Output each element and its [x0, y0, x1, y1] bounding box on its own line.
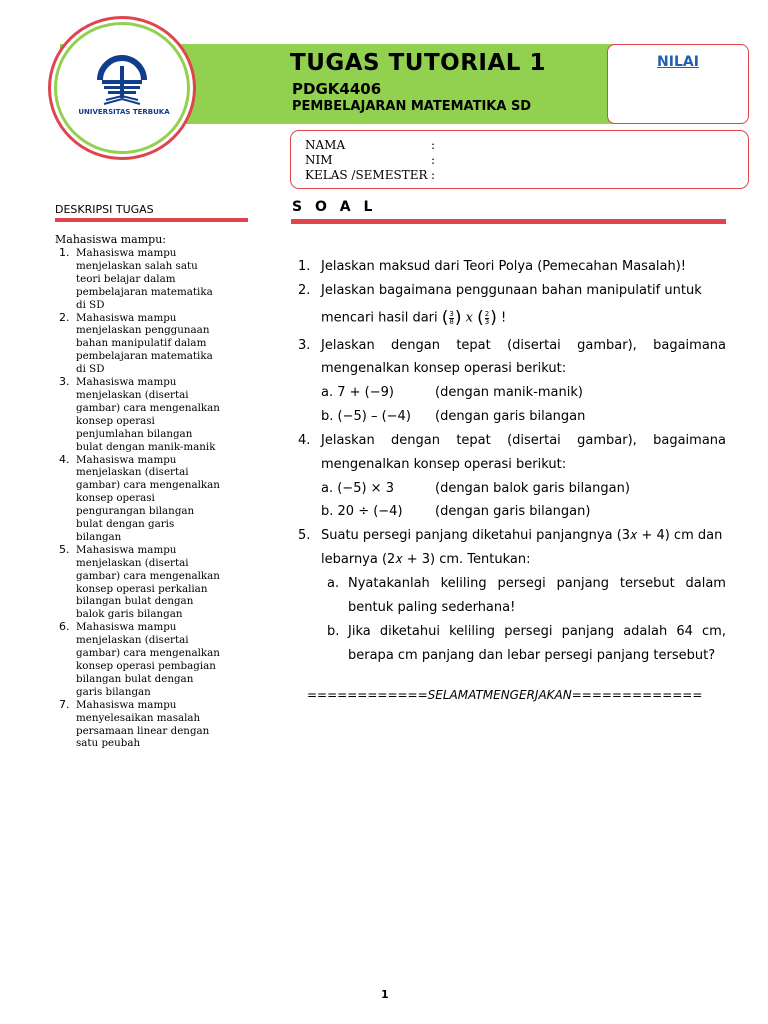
task-description-item-line: bulat dengan garis [76, 518, 175, 531]
class-semester-label: KELAS /SEMESTER [305, 168, 428, 182]
word: tersebut [619, 576, 675, 591]
question-2-suffix: ! [501, 310, 507, 326]
word: Jika [348, 624, 371, 639]
task-description-item-line: menjelaskan (disertai [76, 634, 189, 647]
question-3-number: 3. [298, 338, 311, 353]
task-description-item-number: 4. [59, 452, 70, 466]
task-description-item-line: di SD [76, 298, 105, 311]
task-description-item-line: gambar) cara mengenalkan [76, 569, 220, 582]
task-description-item-number: 7. [59, 697, 70, 711]
word: tepat [456, 433, 491, 448]
word: bagaimana [653, 338, 726, 353]
task-description-item-line: balok garis bilangan [76, 608, 183, 621]
task-description-item-line: konsep operasi perkalian [76, 582, 208, 595]
question-5-a-label: a. [327, 576, 340, 591]
task-description-item-line: gambar) cara mengenalkan [76, 401, 220, 414]
task-description-item-line: gambar) cara mengenalkan [76, 647, 220, 660]
task-description-item-line: menjelaskan (disertai [76, 466, 189, 479]
question-3-b-note: (dengan garis bilangan [435, 409, 586, 424]
task-description-item-line: konsep operasi [76, 414, 155, 427]
page-number: 1 [381, 988, 389, 1001]
word: persegi [497, 576, 546, 591]
task-description-item-number: 3. [59, 375, 70, 389]
word: gambar), [577, 433, 637, 448]
word: gambar), [577, 338, 637, 353]
question-3-a-note: (dengan manik-manik) [435, 385, 583, 400]
task-description-item-line: pengurangan bilangan [76, 505, 195, 518]
task-description-item-number: 2. [59, 310, 70, 324]
word: dengan [391, 433, 440, 448]
closing-line: ============SELAMATMENGERJAKAN============= [307, 688, 703, 702]
nilai-box [607, 44, 749, 124]
question-2-prefix: mencari hasil dari [321, 310, 438, 326]
task-description-item [55, 454, 255, 544]
task-description-item-line: menjelaskan (disertai [76, 388, 189, 401]
task-description-item-line: menjelaskan (disertai [76, 556, 189, 569]
name-label: NAMA [305, 138, 346, 152]
class-semester-colon: : [431, 168, 436, 182]
task-description-item [55, 621, 255, 698]
soal-divider [291, 219, 726, 224]
question-3-line-2: mengenalkan konsep operasi berikut: [321, 361, 567, 376]
task-description-list [55, 247, 255, 750]
task-description-item-line: pembelajaran matematika [76, 350, 213, 363]
word: diketahui [379, 624, 440, 639]
task-description-item-line: persamaan linear dengan [76, 724, 210, 737]
question-4-a-note: (dengan balok garis bilangan) [435, 481, 630, 496]
word: dalam [685, 576, 726, 591]
task-description-item-line: Mahasiswa mampu [76, 453, 177, 466]
question-5-number: 5. [298, 528, 311, 543]
university-logo-icon [90, 54, 154, 106]
course-name: PEMBELAJARAN MATEMATIKA SD [292, 99, 532, 114]
fraction-3-8: $\frac{3}{8}$ [449, 309, 454, 326]
task-description-item-line: di SD [76, 363, 105, 376]
task-description-item-line: menjelaskan salah satu [76, 259, 198, 272]
question-4-line-2: mengenalkan konsep operasi berikut: [321, 457, 567, 472]
word: Jelaskan [321, 433, 375, 448]
task-description-item-line: bahan manipulatif dalam [76, 337, 207, 350]
task-description-item-line: Mahasiswa mampu [76, 543, 177, 556]
word: keliling [440, 576, 487, 591]
sidebar-divider [55, 218, 248, 222]
question-4-line-1 [321, 433, 726, 449]
task-description-item-line: konsep operasi [76, 492, 155, 505]
task-description-item-line: Mahasiswa mampu [76, 698, 177, 711]
task-description-item-line: garis bilangan [76, 685, 151, 698]
question-4-a-expression: a. (−5) × 3 [321, 481, 394, 496]
word: panjang [561, 624, 615, 639]
word: adalah [623, 624, 668, 639]
word: bagaimana [653, 433, 726, 448]
word: keliling [449, 624, 496, 639]
question-5-b-line-2: berapa cm panjang dan lebar persegi panjang tersebut? [348, 648, 716, 663]
word: (disertai [507, 338, 561, 353]
task-description-item-line: gambar) cara mengenalkan [76, 479, 220, 492]
page-title: TUGAS TUTORIAL 1 [290, 50, 546, 76]
question-1-number: 1. [298, 259, 311, 274]
times-symbol: x [465, 310, 473, 326]
word: tepat [456, 338, 491, 353]
task-description-item-line: Mahasiswa mampu [76, 311, 177, 324]
identity-box [290, 130, 749, 189]
task-description-heading: DESKRIPSI TUGAS [55, 203, 154, 216]
nim-colon: : [431, 153, 436, 167]
course-code: PDGK4406 [292, 80, 382, 98]
question-5-b-line-1 [348, 624, 726, 640]
task-description-item [55, 312, 255, 377]
task-description-item-line: menyelesaikan masalah [76, 711, 201, 724]
soal-heading: S O A L [292, 199, 377, 215]
word: Jelaskan [321, 338, 375, 353]
question-3-b-expression: b. (−5) – (−4) [321, 409, 411, 424]
fraction-2-3: $\frac{2}{3}$ [484, 309, 490, 326]
task-description-item-line: bilangan [76, 530, 122, 543]
question-5-line-1: Suatu persegi panjang diketahui panjangnya (3𝑥 + 4) cm dan [321, 528, 723, 543]
task-description-item-line: penjumlahan bilangan [76, 427, 193, 440]
word: dengan [391, 338, 440, 353]
task-description-item-line: Mahasiswa mampu [76, 247, 177, 259]
task-description-item-line: Mahasiswa mampu [76, 621, 177, 634]
task-description-item-line: bulat dengan manik-manik [76, 440, 216, 453]
question-5-line-2: lebarnya (2𝑥 + 3) cm. Tentukan: [321, 552, 531, 567]
name-colon: : [431, 138, 436, 152]
task-description-item [55, 376, 255, 453]
question-4-b-expression: b. 20 ÷ (−4) [321, 504, 403, 519]
question-3-a-expression: a. 7 + (−9) [321, 385, 394, 400]
question-3-line-1 [321, 338, 726, 354]
question-2-line-1: Jelaskan bagaimana penggunaan bahan manipulatif untuk [321, 283, 702, 298]
task-description-item-line: konsep operasi pembagian [76, 660, 216, 672]
word: persegi [504, 624, 553, 639]
task-description-item-number: 5. [59, 542, 70, 556]
task-description-item-line: pembelajaran matematika [76, 285, 213, 298]
word: 64 [676, 624, 693, 639]
task-description-item [55, 544, 255, 621]
question-2-number: 2. [298, 283, 311, 298]
task-description-item-number: 6. [59, 620, 70, 634]
task-description-item-line: bilangan bulat dengan [76, 672, 194, 685]
question-5-b-label: b. [327, 624, 340, 639]
task-description-item-line: menjelaskan penggunaan [76, 324, 210, 337]
task-description-intro: Mahasiswa mampu: [55, 233, 166, 246]
question-1-text: Jelaskan maksud dari Teori Polya (Pemecahan Masalah)! [321, 259, 687, 274]
nilai-label: NILAI [657, 54, 699, 70]
question-2-line-2: mencari hasil dari ( $\frac{3}{8}$ ) x ( $\frac{2}{3}$ ) ! [321, 308, 507, 328]
nim-label: NIM [305, 153, 333, 167]
task-description-item-number: 1. [59, 246, 70, 259]
question-4-b-note: (dengan garis bilangan) [435, 504, 591, 519]
question-5-a-line-2: bentuk paling sederhana! [348, 600, 516, 615]
task-description-item-line: teori belajar dalam [76, 272, 176, 285]
task-description-item-line: Mahasiswa mampu [76, 376, 177, 389]
task-description-item [55, 247, 255, 312]
word: panjang [556, 576, 610, 591]
question-4-number: 4. [298, 433, 311, 448]
task-description-item-line: satu peubah [76, 737, 141, 750]
question-5-a-line-1 [348, 576, 726, 592]
word: cm, [702, 624, 726, 639]
task-description-item-line: bilangan bulat dengan [76, 595, 194, 608]
task-description-item [55, 699, 255, 751]
word: Nyatakanlah [348, 576, 430, 591]
word: (disertai [507, 433, 561, 448]
logo-text: UNIVERSITAS TERBUKA [78, 108, 170, 116]
